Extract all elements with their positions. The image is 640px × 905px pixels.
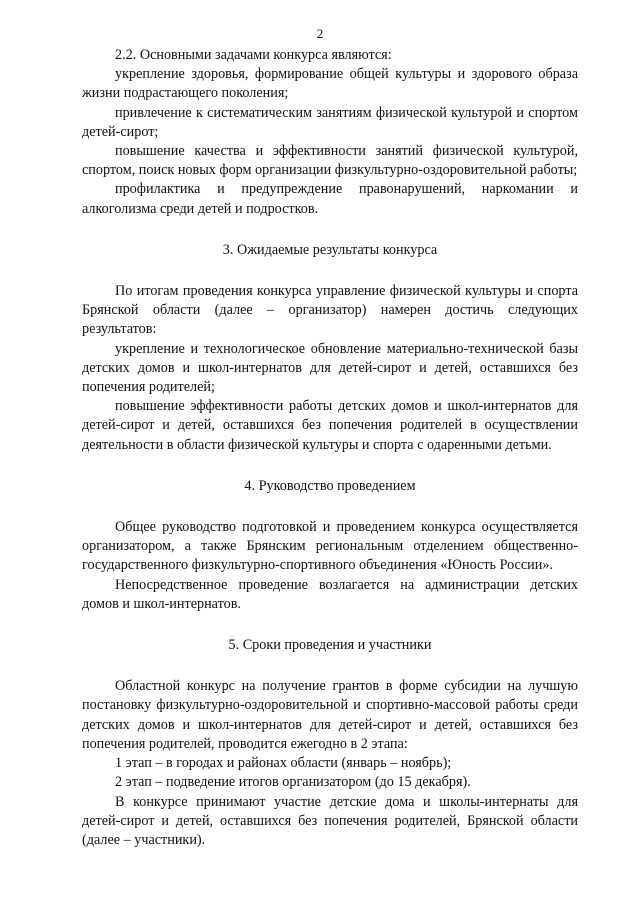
section-5-heading: 5. Сроки проведения и участники [228, 637, 432, 654]
task-item: привлечение к систематическим занятиям физической культурой и спортом детей-сирот; [82, 104, 578, 140]
paragraph: В конкурсе принимают участие детские дома и школы-интернаты для детей-сирот и детей, оставшихся без попечения родителей, Брянской области (далее – участники). [82, 793, 578, 848]
stage-item: 1 этап – в городах и районах области (январь – ноябрь); [115, 755, 452, 772]
section-4-heading: 4. Руководство проведением [244, 477, 416, 494]
paragraph: повышение эффективности работы детских домов и школ-интернатов для детей-сирот и детей, оставшихся без попечения родителей в осуществлении деятельности в области физической культуры и спорта с одаренными детьми. [82, 398, 578, 453]
section-2-intro: 2.2. Основными задачами конкурса являются: [115, 47, 392, 63]
paragraph: укрепление и технологическое обновление материально-технической базы детских домов и школ-интернатов для детей-сирот и детей, оставшихся без попечения родителей; [82, 340, 578, 396]
paragraph: Непосредственное проведение возлагается на администрации детских домов и школ-интернатов. [82, 576, 578, 612]
paragraph: Общее руководство подготовкой и проведением конкурса осуществляется организатором, а также Брянским региональным отделением общественно-государственного физкультурно-спортивного объединения «Юность России». [82, 519, 578, 574]
task-item: укрепление здоровья, формирование общей культуры и здорового образа жизни подрастающего поколения; [82, 66, 578, 102]
section-3-heading: 3. Ожидаемые результаты конкурса [222, 241, 438, 258]
page-number: 2 [316, 26, 324, 41]
paragraph: По итогам проведения конкурса управление физической культуры и спорта Брянской области (далее – организатор) намерен достичь следующих результатов: [82, 283, 578, 338]
document-body [82, 46, 578, 850]
task-item: профилактика и предупреждение правонарушений, наркомании и алкоголизма среди детей и подростков. [82, 181, 578, 217]
task-item: повышение качества и эффективности занятий физической культурой, спортом, поиск новых форм организации физкультурно-оздоровительной работы; [82, 143, 578, 179]
paragraph: Областной конкурс на получение грантов в форме субсидии на лучшую постановку физкультурно-оздоровительной и спортивно-массовой работы среди детских домов и школ-интернатов для детей-сирот и детей, оставшихся без попечения родителей, проводится ежегодно в 2 этапа: [82, 678, 578, 752]
stage-item: 2 этап – подведение итогов организатором (до 15 декабря). [115, 774, 471, 791]
